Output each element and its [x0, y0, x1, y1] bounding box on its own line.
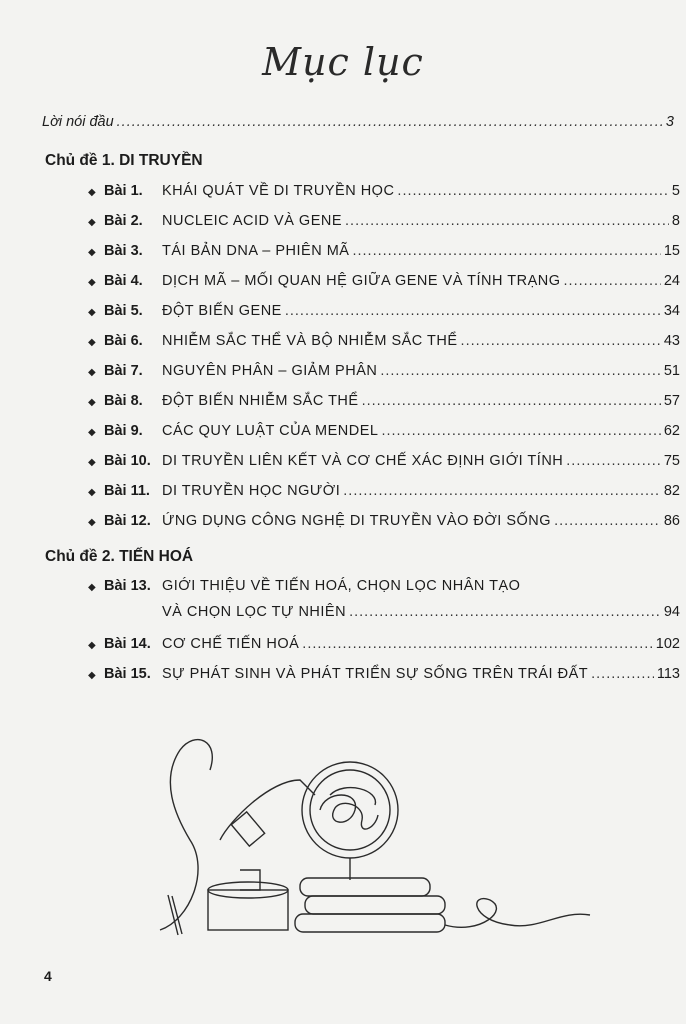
diamond-bullet-icon: ◆: [88, 367, 96, 378]
lesson-number: Bài 10.: [104, 453, 151, 469]
leader-dots: [117, 114, 663, 130]
leader-dots: [381, 423, 660, 439]
toc-page-number: 3: [665, 114, 674, 130]
diamond-bullet-icon: ◆: [88, 582, 96, 593]
topic-heading: Chủ đề 1. DI TRUYỀN: [45, 152, 203, 169]
toc-entry-lesson-9[interactable]: [88, 423, 680, 439]
lesson-title: SỰ PHÁT SINH VÀ PHÁT TRIỂN SỰ SỐNG TRÊN TRÁI ĐẤT: [162, 666, 589, 682]
diamond-bullet-icon: ◆: [88, 397, 96, 408]
lesson-number: Bài 11.: [104, 483, 150, 499]
toc-page-number: 34: [663, 303, 680, 319]
toc-entry-lesson-11[interactable]: [88, 483, 680, 499]
leader-dots: [566, 453, 661, 469]
toc-page-number: 75: [663, 453, 680, 469]
toc-page-number: 62: [663, 423, 680, 439]
lesson-title: NGUYÊN PHÂN – GIẢM PHÂN: [162, 363, 378, 379]
toc-page-number: 51: [663, 363, 680, 379]
lesson-title-continuation: VÀ CHỌN LỌC TỰ NHIÊN: [162, 604, 347, 620]
lesson-number: Bài 9.: [104, 423, 143, 439]
microscope-books-illustration: [150, 720, 600, 940]
leader-dots: [362, 393, 661, 409]
leader-dots: [285, 303, 661, 319]
lesson-number: Bài 4.: [104, 273, 143, 289]
toc-entry-lesson-3[interactable]: [88, 243, 680, 259]
lesson-number: Bài 3.: [104, 243, 143, 259]
toc-entry-lesson-8[interactable]: [88, 393, 680, 409]
leader-dots: [564, 273, 661, 289]
toc-entry-lesson-10[interactable]: [88, 453, 680, 469]
page-title: Mục lục: [262, 40, 424, 84]
lesson-title: ĐỘT BIẾN GENE: [162, 303, 282, 319]
toc-page-number: 102: [655, 636, 680, 652]
diamond-bullet-icon: ◆: [88, 217, 96, 228]
lesson-number: Bài 13.: [104, 578, 151, 594]
leader-dots: [302, 636, 653, 652]
toc-entry-lesson-15[interactable]: [88, 666, 680, 682]
lesson-title: KHÁI QUÁT VỀ DI TRUYỀN HỌC: [162, 183, 395, 199]
lesson-title: CƠ CHẾ TIẾN HOÁ: [162, 636, 300, 652]
toc-page-number: 8: [671, 213, 680, 229]
toc-entry-lesson-2[interactable]: [88, 213, 680, 229]
toc-page-number: 113: [656, 666, 680, 682]
toc-entry-lesson-13-continuation[interactable]: [162, 604, 680, 620]
toc-entry-lesson-5[interactable]: [88, 303, 680, 319]
diamond-bullet-icon: ◆: [88, 670, 96, 681]
toc-page-number: 57: [663, 393, 680, 409]
diamond-bullet-icon: ◆: [88, 487, 96, 498]
diamond-bullet-icon: ◆: [88, 427, 96, 438]
lesson-title: NUCLEIC ACID VÀ GENE: [162, 213, 343, 229]
leader-dots: [554, 513, 661, 529]
leader-dots: [352, 243, 660, 259]
diamond-bullet-icon: ◆: [88, 457, 96, 468]
toc-entry-label: Lời nói đầu: [42, 114, 114, 130]
diamond-bullet-icon: ◆: [88, 247, 96, 258]
lesson-title: NHIỄM SẮC THỂ VÀ BỘ NHIỄM SẮC THỂ: [162, 333, 458, 349]
toc-entry-preface[interactable]: [42, 114, 674, 130]
leader-dots: [591, 666, 654, 682]
lesson-number: Bài 2.: [104, 213, 143, 229]
lesson-title: GIỚI THIỆU VỀ TIẾN HOÁ, CHỌN LỌC NHÂN TẠO: [162, 578, 521, 594]
lesson-title: TÁI BẢN DNA – PHIÊN MÃ: [162, 243, 350, 259]
toc-entry-lesson-7[interactable]: [88, 363, 680, 379]
diamond-bullet-icon: ◆: [88, 337, 96, 348]
lesson-title: ỨNG DỤNG CÔNG NGHỆ DI TRUYỀN VÀO ĐỜI SỐNG: [162, 513, 552, 529]
lesson-number: Bài 5.: [104, 303, 143, 319]
leader-dots: [343, 483, 661, 499]
lesson-title: DI TRUYỀN HỌC NGƯỜI: [162, 483, 341, 499]
lesson-title: DI TRUYỀN LIÊN KẾT VÀ CƠ CHẾ XÁC ĐỊNH GIỚI TÍNH: [162, 453, 564, 469]
toc-page-number: 24: [663, 273, 680, 289]
lesson-title: CÁC QUY LUẬT CỦA MENDEL: [162, 423, 379, 439]
lesson-number: Bài 6.: [104, 333, 143, 349]
toc-page-number: 86: [663, 513, 680, 529]
diamond-bullet-icon: ◆: [88, 517, 96, 528]
toc-entry-lesson-1[interactable]: [88, 183, 680, 199]
leader-dots: [380, 363, 661, 379]
lesson-number: Bài 12.: [104, 513, 151, 529]
toc-page-number: 82: [663, 483, 680, 499]
toc-entry-lesson-12[interactable]: [88, 513, 680, 529]
leader-dots: [345, 213, 669, 229]
toc-page-number: 43: [663, 333, 680, 349]
toc-entry-lesson-14[interactable]: [88, 636, 680, 652]
diamond-bullet-icon: ◆: [88, 640, 96, 651]
toc-page-number: 94: [663, 604, 680, 620]
lesson-number: Bài 1.: [104, 183, 143, 199]
toc-page-number: 5: [671, 183, 680, 199]
page-number: 4: [44, 968, 52, 984]
leader-dots: [461, 333, 661, 349]
leader-dots: [349, 604, 661, 620]
lesson-number: Bài 8.: [104, 393, 143, 409]
lesson-number: Bài 7.: [104, 363, 143, 379]
lesson-number: Bài 15.: [104, 666, 151, 682]
lesson-title: ĐỘT BIẾN NHIỄM SẮC THỂ: [162, 393, 359, 409]
topic-heading: Chủ đề 2. TIẾN HOÁ: [45, 548, 194, 565]
toc-entry-lesson-13[interactable]: [88, 578, 680, 594]
lesson-title: DỊCH MÃ – MỐI QUAN HỆ GIỮA GENE VÀ TÍNH TRẠNG: [162, 273, 561, 289]
leader-dots: [397, 183, 669, 199]
lesson-number: Bài 14.: [104, 636, 151, 652]
toc-page-number: 15: [663, 243, 680, 259]
diamond-bullet-icon: ◆: [88, 307, 96, 318]
diamond-bullet-icon: ◆: [88, 277, 96, 288]
toc-entry-lesson-4[interactable]: [88, 273, 680, 289]
diamond-bullet-icon: ◆: [88, 187, 96, 198]
toc-entry-lesson-6[interactable]: [88, 333, 680, 349]
